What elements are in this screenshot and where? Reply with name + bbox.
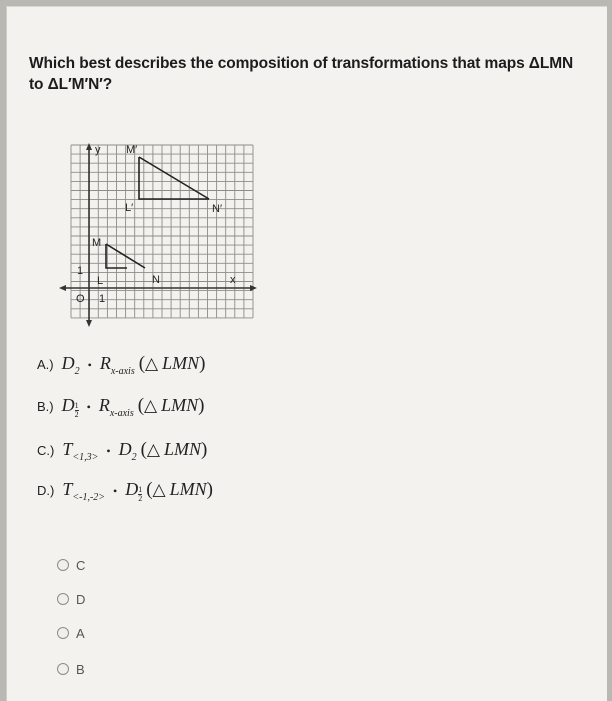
choice-letter: B.) [37, 399, 54, 414]
radio-button[interactable] [57, 663, 69, 675]
question-text: Which best describes the composition of transformations that maps ΔLMN to ΔL′M′N′? [29, 55, 574, 93]
label-l-prime: L′ [125, 202, 134, 214]
option-c[interactable]: C [57, 555, 85, 575]
option-d[interactable]: D [57, 589, 85, 609]
label-n: N [152, 274, 160, 286]
option-b[interactable]: B [57, 659, 85, 679]
label-m: M [92, 237, 102, 249]
label-y: y [95, 144, 101, 156]
choice-c: C.) $T_{<1,3>}$ • $D_2$ (△ LMN) [37, 439, 208, 463]
label-one-y: 1 [77, 265, 84, 277]
choice-d: D.) $T_{<-1,-2>}$ • D $\frac{1}{2}$ (△ LMN) [37, 479, 213, 503]
fraction: $\frac{1}{2}$ [138, 485, 143, 503]
choice-a: A.) $D_2$ • $R_{x-axis}$ (△ LMN) [37, 353, 206, 377]
label-origin: O [76, 293, 85, 305]
choice-b: B.) D $\frac{1}{2}$ • $R_{x-axis}$ (△ LMN) [37, 395, 205, 419]
label-x: x [230, 274, 236, 286]
question-card [6, 6, 607, 701]
label-one-x: 1 [99, 293, 106, 305]
radio-button[interactable] [57, 559, 69, 571]
label-n-prime: N′ [212, 203, 223, 215]
label-l: L [97, 275, 104, 287]
choice-letter: C.) [37, 443, 55, 458]
choice-letter: D.) [37, 483, 55, 498]
coordinate-graph [59, 141, 259, 327]
label-m-prime: M′ [126, 144, 138, 156]
choice-letter: A.) [37, 357, 54, 372]
graph-labels [76, 144, 236, 305]
radio-button[interactable] [57, 627, 69, 639]
radio-button[interactable] [57, 593, 69, 605]
fraction: $\frac{1}{2}$ [74, 401, 79, 419]
option-a[interactable]: A [57, 623, 85, 643]
